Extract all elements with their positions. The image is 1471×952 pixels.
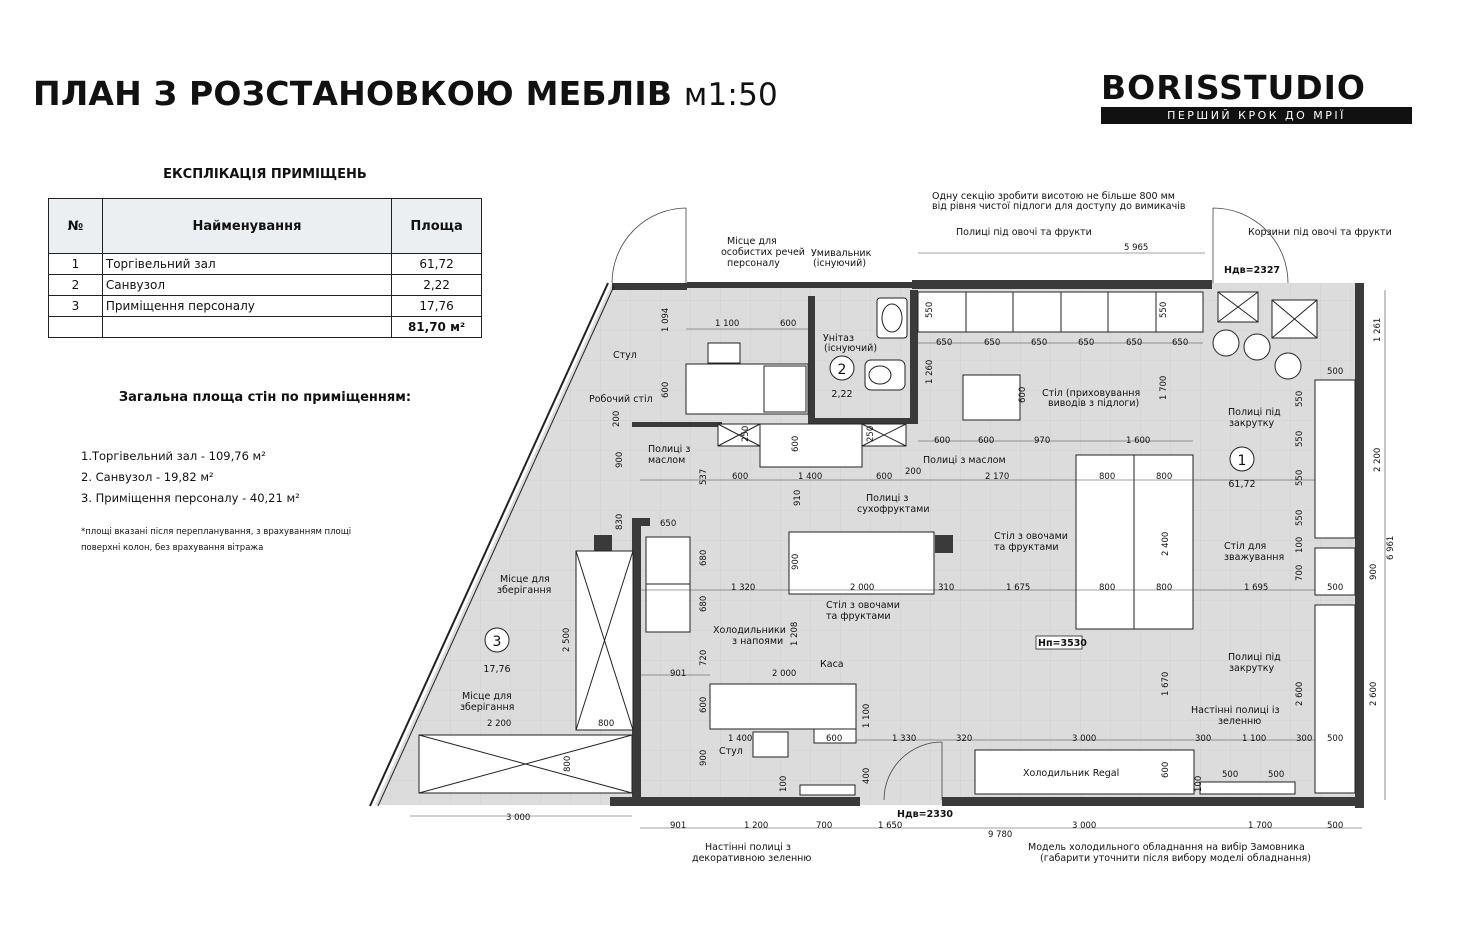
dim-text: 700	[816, 821, 833, 831]
dim-text-v: 550	[925, 301, 935, 318]
oil-shelves-center	[760, 424, 862, 467]
row-area: 2,22	[392, 275, 482, 296]
dim-text: 500	[1327, 367, 1344, 377]
label-veg-shelves: Полиці під овочі та фрукти	[956, 227, 1092, 238]
dim-text: 2 000	[772, 669, 797, 679]
dim-text-v: 1 094	[661, 307, 671, 332]
dim-text: 600	[978, 436, 995, 446]
label-weigh: зважування	[1224, 552, 1285, 563]
dim-text-v: 700	[1295, 564, 1305, 581]
walls-footnote: *площі вказані після перепланування, з врахуванням площі поверхні колон, без врахування вітража	[81, 527, 352, 553]
basket-round-2	[1244, 334, 1270, 360]
label-dried: Полиці з	[866, 493, 909, 504]
total-area: 81,70 м²	[392, 317, 482, 338]
dim-text: 1 695	[1244, 583, 1269, 593]
dim-text: 650	[660, 519, 677, 529]
dim-text: 3 000	[1072, 734, 1097, 744]
sink-bowl	[882, 304, 902, 332]
label-cash: Каса	[820, 659, 844, 670]
dim-text: 500	[1327, 734, 1344, 744]
height-ceiling: Hп=3530	[1038, 638, 1087, 649]
row-number: 1	[49, 254, 103, 275]
row-number: 3	[49, 296, 103, 317]
label-veg-table-center: та фруктами	[826, 611, 891, 622]
dim-text-v: 1 208	[790, 621, 800, 646]
room-1-area: 61,72	[1228, 479, 1256, 490]
room-3-number: 3	[492, 634, 502, 650]
dim-text: 901	[670, 821, 687, 831]
dim-text-v: 100	[1194, 775, 1204, 792]
explication-title: ЕКСПЛІКАЦІЯ ПРИМІЩЕНЬ	[163, 167, 367, 182]
room-3-area: 17,76	[483, 664, 511, 675]
walls-item: 2. Санвузол - 19,82 м²	[81, 470, 214, 484]
staff-chair	[708, 343, 740, 363]
dim-text: 1 320	[731, 583, 756, 593]
dim-text-v: 900	[791, 553, 801, 570]
label-veg-table: та фруктами	[994, 542, 1059, 553]
dim-text-v: 550	[1295, 430, 1305, 447]
dim-text: 1 100	[1242, 734, 1267, 744]
dim-text: 600	[826, 734, 843, 744]
dim-text-v: 200	[612, 410, 622, 427]
dim-text: 5 965	[1124, 243, 1149, 253]
dim-text: 500	[1222, 770, 1239, 780]
label-section-note: від рівня чистої підлоги для доступу до вимикачів	[932, 201, 1186, 212]
label-dried: сухофруктами	[857, 504, 930, 515]
dim-text: 800	[1156, 472, 1173, 482]
label-oil-shelves: Полиці з	[648, 444, 691, 455]
dim-text: 9 780	[988, 830, 1013, 840]
column-2	[935, 535, 953, 553]
room-1-number: 1	[1237, 453, 1247, 469]
dim-text-v: 100	[779, 775, 789, 792]
label-personal: персоналу	[727, 258, 780, 269]
col-name: Найменування	[102, 199, 391, 254]
wall-bottom-right	[942, 797, 1364, 806]
green-shelves	[1200, 782, 1295, 794]
dim-text: 650	[936, 338, 953, 348]
page-scale: м1:50	[683, 77, 778, 113]
dim-text: 600	[934, 436, 951, 446]
label-oil-shelves: маслом	[648, 455, 686, 466]
right-shelves-bottom	[1315, 605, 1355, 793]
dim-text: 1 400	[798, 472, 823, 482]
label-closing-2: закрутку	[1229, 663, 1275, 674]
height-door-bottom: Hдв=2330	[897, 809, 954, 820]
cash-desk	[710, 684, 856, 729]
dim-text-v: 550	[1295, 390, 1305, 407]
dim-text-v: 2 500	[562, 627, 572, 652]
dim-text: 800	[598, 719, 615, 729]
label-personal: Місце для	[727, 236, 777, 247]
dim-text-v: 6 961	[1386, 535, 1396, 560]
dim-text: 600	[876, 472, 893, 482]
dim-text: 800	[1099, 472, 1116, 482]
label-weigh: Стіл для	[1224, 541, 1267, 552]
dim-text: 2 170	[985, 472, 1010, 482]
dim-text-v: 1 700	[1159, 375, 1169, 400]
dim-text: 800	[1156, 583, 1173, 593]
row-name: Санвузол	[102, 275, 391, 296]
label-model: Модель холодильного обладнання на вибір Замовника	[1028, 842, 1305, 853]
dim-text: 2 200	[487, 719, 512, 729]
dim-text-v: 900	[615, 451, 625, 468]
label-personal: особистих речей	[721, 247, 805, 258]
dim-text-v: 900	[1369, 563, 1379, 580]
dim-text-v: 600	[1018, 386, 1028, 403]
dim-text: 1 675	[1006, 583, 1031, 593]
dim-text-v: 550	[1295, 469, 1305, 486]
dim-text-v: 600	[699, 696, 709, 713]
dim-text-v: 2 400	[1161, 531, 1171, 556]
dim-text: 500	[1327, 821, 1344, 831]
label-veg-table-center: Стіл з овочами	[826, 600, 900, 611]
dim-text-v: 600	[791, 435, 801, 452]
walls-title: Загальна площа стін по приміщенням:	[118, 390, 412, 405]
wall-staff-bottom	[632, 422, 722, 427]
logo-slogan: ПЕРШИЙ КРОК ДО МРІЇ	[1101, 107, 1412, 124]
label-hidden-table: Стіл (приховування	[1042, 388, 1141, 399]
label-work-table: Робочий стіл	[589, 394, 653, 405]
label-toilet: (існуючий)	[824, 343, 878, 354]
wall-top-left	[612, 283, 687, 290]
dim-text: 320	[956, 734, 973, 744]
dim-text: 600	[732, 472, 749, 482]
wall-top-right	[912, 280, 1212, 289]
height-door-top: Hдв=2327	[1224, 265, 1281, 276]
dim-text-v: 537	[699, 468, 709, 485]
dim-text-v: 900	[699, 749, 709, 766]
dim-text-v: 910	[793, 489, 803, 506]
label-wall-green: зеленню	[1218, 716, 1262, 727]
dim-text-v: 680	[699, 595, 709, 612]
dim-text: 800	[1099, 583, 1116, 593]
dim-text-v: 680	[699, 549, 709, 566]
label-fridges: Холодильники	[713, 625, 786, 636]
label-fridge-regal: Холодильник Regal	[1023, 768, 1120, 779]
label-storage: Місце для	[500, 574, 550, 585]
dim-text-v: 600	[661, 381, 671, 398]
dim-text-v: 250	[741, 425, 751, 442]
label-chair: Стул	[613, 350, 637, 361]
wall-partition-h	[632, 518, 650, 526]
dim-text: 600	[780, 319, 797, 329]
dim-text: 1 400	[728, 734, 753, 744]
wall-wc-left	[808, 296, 815, 421]
dim-text: 650	[1078, 338, 1095, 348]
label-deco: декоративною зеленню	[692, 853, 812, 864]
door-swing-entrance	[612, 208, 686, 283]
label-oil-shelves: Полиці з маслом	[923, 455, 1006, 466]
dim-text-v: 830	[615, 513, 625, 530]
logo-text: BORISSTUDIO	[1101, 68, 1366, 107]
dim-text-v: 250	[866, 425, 876, 442]
row-name: Приміщення персоналу	[102, 296, 391, 317]
dim-text-v: 720	[699, 649, 709, 666]
label-storage-2: зберігання	[460, 702, 515, 713]
dim-text: 1 200	[744, 821, 769, 831]
wall-bottom-left	[610, 797, 860, 806]
dim-text: 200	[905, 467, 922, 477]
cash-chair	[753, 732, 788, 757]
col-number: №	[49, 199, 103, 254]
dim-text: 650	[1126, 338, 1143, 348]
label-veg-table: Стіл з овочами	[994, 531, 1068, 542]
dim-text-v: 1 100	[862, 703, 872, 728]
dim-text: 3 000	[1072, 821, 1097, 831]
wall-wc-right	[910, 290, 918, 420]
right-shelves-top	[1315, 380, 1355, 538]
dim-text-v: 550	[1295, 509, 1305, 526]
dim-text-v: 100	[1295, 536, 1305, 553]
dim-text-v: 600	[1161, 761, 1171, 778]
label-closing-2: Полиці під	[1228, 652, 1281, 663]
dim-text: 310	[938, 583, 955, 593]
dim-text-v: 400	[862, 767, 872, 784]
label-storage: зберігання	[497, 585, 552, 596]
column-1	[594, 535, 612, 553]
dim-text: 300	[1195, 734, 1212, 744]
label-closing: Полиці під	[1228, 407, 1281, 418]
label-fridges: з напоями	[732, 636, 784, 647]
label-toilet: Унітаз	[823, 333, 855, 344]
dim-text: 1 700	[1248, 821, 1273, 831]
dim-text-v: 1 670	[1161, 671, 1171, 696]
row-area: 17,76	[392, 296, 482, 317]
work-table-drawers	[764, 366, 806, 412]
dim-text: 901	[670, 669, 687, 679]
dim-text: 650	[1031, 338, 1048, 348]
basket-round-3	[1275, 353, 1301, 379]
col-area: Площа	[392, 199, 482, 254]
dim-text-v: 1 260	[925, 359, 935, 384]
label-sink: Умивальник	[811, 248, 872, 259]
walls-item: 3. Приміщення персоналу - 40,21 м²	[81, 491, 300, 505]
dim-text: 650	[984, 338, 1001, 348]
label-hidden-table: виводів з підлоги)	[1048, 398, 1140, 409]
dim-text-v: 2 600	[1369, 681, 1379, 706]
page-title-text: ПЛАН З РОЗСТАНОВКОЮ МЕБЛІВ	[33, 74, 673, 113]
room-2-area: 2,22	[831, 389, 853, 400]
dim-text: 3 000	[506, 813, 531, 823]
wall-wc-bottom	[808, 418, 918, 424]
label-section-note: Одну секцію зробити висотою не більше 800 мм	[932, 191, 1175, 202]
dim-text-v: 550	[1159, 301, 1169, 318]
row-number: 2	[49, 275, 103, 296]
dim-text: 300	[1296, 734, 1313, 744]
dim-text-v: 800	[563, 755, 573, 772]
dim-text: 650	[1172, 338, 1189, 348]
label-deco: Настінні полиці з	[705, 842, 791, 853]
wall-right	[1355, 283, 1364, 808]
walls-item: 1.Торгівельний зал - 109,76 м²	[81, 449, 266, 463]
label-chair-2: Стул	[719, 746, 743, 757]
dim-text: 1 330	[892, 734, 917, 744]
dim-text: 1 600	[1126, 436, 1151, 446]
dim-text-v: 1 261	[1373, 317, 1383, 342]
label-model: (габарити уточнити після вибору моделі обладнання)	[1040, 853, 1311, 864]
row-name: Торгівельний зал	[102, 254, 391, 275]
dim-text: 970	[1034, 436, 1051, 446]
dim-text-v: 2 600	[1295, 681, 1305, 706]
room-2-number: 2	[837, 362, 847, 378]
label-wall-green: Настінні полиці із	[1191, 705, 1280, 716]
dim-text: 500	[1268, 770, 1285, 780]
wall-top-mid	[687, 282, 912, 288]
dim-text-v: 2 200	[1373, 447, 1383, 472]
dim-text: 2 000	[850, 583, 875, 593]
dim-text: 500	[1327, 583, 1344, 593]
basket-round-1	[1213, 330, 1239, 356]
toilet-bowl	[869, 366, 891, 384]
hidden-table	[963, 375, 1020, 420]
deco-shelves	[800, 785, 855, 795]
row-area: 61,72	[392, 254, 482, 275]
label-sink: (існуючий)	[813, 258, 867, 269]
dim-text: 1 650	[878, 821, 903, 831]
label-storage-2: Місце для	[462, 691, 512, 702]
label-baskets: Корзини під овочі та фрукти	[1248, 227, 1392, 238]
label-closing: закрутку	[1229, 418, 1275, 429]
dim-text: 1 100	[715, 319, 740, 329]
